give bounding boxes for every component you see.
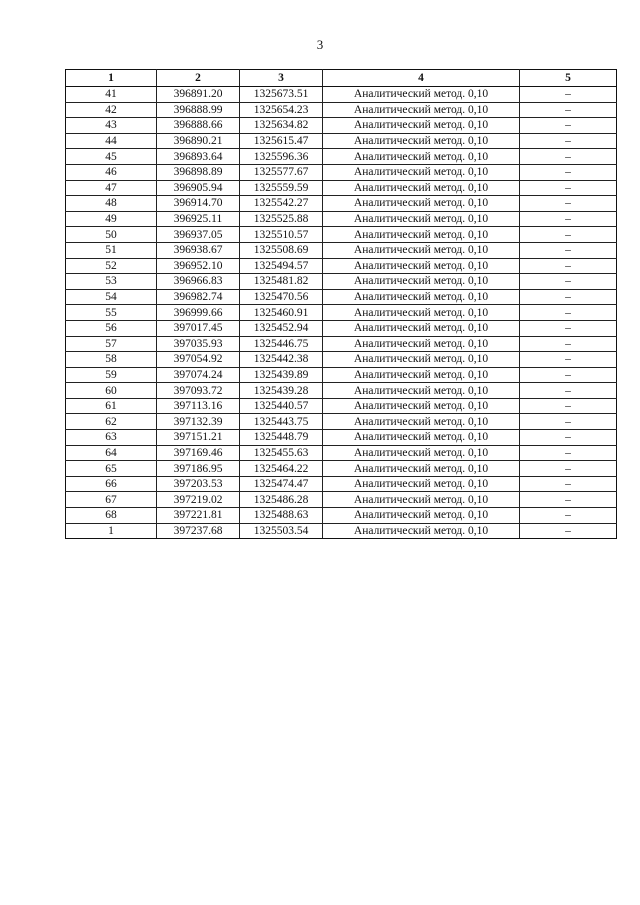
note-cell: – <box>520 383 617 399</box>
table-row <box>66 242 617 258</box>
column-header-2: 2 <box>157 70 240 87</box>
x-coordinate-cell: 397093.72 <box>157 383 240 399</box>
table-row <box>66 461 617 477</box>
method-cell: Аналитический метод. 0,10 <box>323 196 520 212</box>
y-coordinate-cell: 1325460.91 <box>240 305 323 321</box>
point-number-cell: 46 <box>66 164 157 180</box>
point-number-cell: 66 <box>66 476 157 492</box>
method-cell: Аналитический метод. 0,10 <box>323 367 520 383</box>
note-cell: – <box>520 523 617 539</box>
x-coordinate-cell: 397203.53 <box>157 476 240 492</box>
x-coordinate-cell: 397237.68 <box>157 523 240 539</box>
y-coordinate-cell: 1325488.63 <box>240 508 323 524</box>
column-header-3: 3 <box>240 70 323 87</box>
method-cell: Аналитический метод. 0,10 <box>323 102 520 118</box>
x-coordinate-cell: 397219.02 <box>157 492 240 508</box>
x-coordinate-cell: 396938.67 <box>157 242 240 258</box>
point-number-cell: 57 <box>66 336 157 352</box>
note-cell: – <box>520 492 617 508</box>
y-coordinate-cell: 1325486.28 <box>240 492 323 508</box>
y-coordinate-cell: 1325673.51 <box>240 87 323 103</box>
table-row <box>66 118 617 134</box>
x-coordinate-cell: 396891.20 <box>157 87 240 103</box>
note-cell: – <box>520 414 617 430</box>
method-cell: Аналитический метод. 0,10 <box>323 149 520 165</box>
table-row <box>66 383 617 399</box>
x-coordinate-cell: 397132.39 <box>157 414 240 430</box>
y-coordinate-cell: 1325596.36 <box>240 149 323 165</box>
point-number-cell: 59 <box>66 367 157 383</box>
y-coordinate-cell: 1325542.27 <box>240 196 323 212</box>
y-coordinate-cell: 1325634.82 <box>240 118 323 134</box>
method-cell: Аналитический метод. 0,10 <box>323 508 520 524</box>
point-number-cell: 48 <box>66 196 157 212</box>
method-cell: Аналитический метод. 0,10 <box>323 258 520 274</box>
note-cell: – <box>520 196 617 212</box>
table-row <box>66 352 617 368</box>
note-cell: – <box>520 118 617 134</box>
y-coordinate-cell: 1325525.88 <box>240 211 323 227</box>
note-cell: – <box>520 461 617 477</box>
point-number-cell: 51 <box>66 242 157 258</box>
point-number-cell: 53 <box>66 274 157 290</box>
y-coordinate-cell: 1325442.38 <box>240 352 323 368</box>
point-number-cell: 1 <box>66 523 157 539</box>
point-number-cell: 54 <box>66 289 157 305</box>
column-header-4: 4 <box>323 70 520 87</box>
note-cell: – <box>520 367 617 383</box>
method-cell: Аналитический метод. 0,10 <box>323 476 520 492</box>
y-coordinate-cell: 1325452.94 <box>240 320 323 336</box>
note-cell: – <box>520 149 617 165</box>
method-cell: Аналитический метод. 0,10 <box>323 305 520 321</box>
x-coordinate-cell: 396898.89 <box>157 164 240 180</box>
table-row <box>66 508 617 524</box>
method-cell: Аналитический метод. 0,10 <box>323 320 520 336</box>
y-coordinate-cell: 1325448.79 <box>240 430 323 446</box>
note-cell: – <box>520 180 617 196</box>
x-coordinate-cell: 396893.64 <box>157 149 240 165</box>
x-coordinate-cell: 396888.99 <box>157 102 240 118</box>
method-cell: Аналитический метод. 0,10 <box>323 211 520 227</box>
table-header-row <box>66 70 617 87</box>
x-coordinate-cell: 396925.11 <box>157 211 240 227</box>
x-coordinate-cell: 396982.74 <box>157 289 240 305</box>
x-coordinate-cell: 396999.66 <box>157 305 240 321</box>
table-row <box>66 367 617 383</box>
table-row <box>66 320 617 336</box>
x-coordinate-cell: 397017.45 <box>157 320 240 336</box>
point-number-cell: 60 <box>66 383 157 399</box>
note-cell: – <box>520 258 617 274</box>
method-cell: Аналитический метод. 0,10 <box>323 133 520 149</box>
y-coordinate-cell: 1325470.56 <box>240 289 323 305</box>
x-coordinate-cell: 397151.21 <box>157 430 240 446</box>
point-number-cell: 52 <box>66 258 157 274</box>
table-row <box>66 149 617 165</box>
x-coordinate-cell: 397186.95 <box>157 461 240 477</box>
table-body <box>66 87 617 539</box>
x-coordinate-cell: 397169.46 <box>157 445 240 461</box>
x-coordinate-cell: 396937.05 <box>157 227 240 243</box>
x-coordinate-cell: 397035.93 <box>157 336 240 352</box>
method-cell: Аналитический метод. 0,10 <box>323 242 520 258</box>
table-row <box>66 227 617 243</box>
point-number-cell: 41 <box>66 87 157 103</box>
method-cell: Аналитический метод. 0,10 <box>323 523 520 539</box>
point-number-cell: 65 <box>66 461 157 477</box>
y-coordinate-cell: 1325439.28 <box>240 383 323 399</box>
method-cell: Аналитический метод. 0,10 <box>323 164 520 180</box>
coordinates-table <box>65 69 617 539</box>
note-cell: – <box>520 320 617 336</box>
note-cell: – <box>520 87 617 103</box>
note-cell: – <box>520 476 617 492</box>
point-number-cell: 63 <box>66 430 157 446</box>
y-coordinate-cell: 1325464.22 <box>240 461 323 477</box>
x-coordinate-cell: 397113.16 <box>157 398 240 414</box>
method-cell: Аналитический метод. 0,10 <box>323 398 520 414</box>
note-cell: – <box>520 430 617 446</box>
method-cell: Аналитический метод. 0,10 <box>323 461 520 477</box>
note-cell: – <box>520 305 617 321</box>
table-row <box>66 430 617 446</box>
note-cell: – <box>520 398 617 414</box>
point-number-cell: 61 <box>66 398 157 414</box>
note-cell: – <box>520 164 617 180</box>
table-row <box>66 336 617 352</box>
y-coordinate-cell: 1325494.57 <box>240 258 323 274</box>
table-row <box>66 523 617 539</box>
y-coordinate-cell: 1325481.82 <box>240 274 323 290</box>
table-row <box>66 289 617 305</box>
table-row <box>66 196 617 212</box>
x-coordinate-cell: 396952.10 <box>157 258 240 274</box>
y-coordinate-cell: 1325474.47 <box>240 476 323 492</box>
point-number-cell: 42 <box>66 102 157 118</box>
method-cell: Аналитический метод. 0,10 <box>323 414 520 430</box>
table-row <box>66 476 617 492</box>
method-cell: Аналитический метод. 0,10 <box>323 87 520 103</box>
note-cell: – <box>520 133 617 149</box>
y-coordinate-cell: 1325443.75 <box>240 414 323 430</box>
point-number-cell: 49 <box>66 211 157 227</box>
method-cell: Аналитический метод. 0,10 <box>323 289 520 305</box>
method-cell: Аналитический метод. 0,10 <box>323 352 520 368</box>
point-number-cell: 43 <box>66 118 157 134</box>
note-cell: – <box>520 445 617 461</box>
method-cell: Аналитический метод. 0,10 <box>323 336 520 352</box>
note-cell: – <box>520 352 617 368</box>
point-number-cell: 56 <box>66 320 157 336</box>
table-row <box>66 87 617 103</box>
y-coordinate-cell: 1325654.23 <box>240 102 323 118</box>
method-cell: Аналитический метод. 0,10 <box>323 492 520 508</box>
y-coordinate-cell: 1325455.63 <box>240 445 323 461</box>
note-cell: – <box>520 336 617 352</box>
point-number-cell: 67 <box>66 492 157 508</box>
y-coordinate-cell: 1325446.75 <box>240 336 323 352</box>
y-coordinate-cell: 1325440.57 <box>240 398 323 414</box>
point-number-cell: 68 <box>66 508 157 524</box>
note-cell: – <box>520 274 617 290</box>
point-number-cell: 50 <box>66 227 157 243</box>
page-number: 3 <box>316 37 324 52</box>
table-row <box>66 274 617 290</box>
table-row <box>66 305 617 321</box>
y-coordinate-cell: 1325503.54 <box>240 523 323 539</box>
y-coordinate-cell: 1325508.69 <box>240 242 323 258</box>
table-row <box>66 258 617 274</box>
table-row <box>66 445 617 461</box>
column-header-1: 1 <box>66 70 157 87</box>
point-number-cell: 58 <box>66 352 157 368</box>
table-row <box>66 133 617 149</box>
table-row <box>66 180 617 196</box>
point-number-cell: 62 <box>66 414 157 430</box>
x-coordinate-cell: 396890.21 <box>157 133 240 149</box>
x-coordinate-cell: 396966.83 <box>157 274 240 290</box>
y-coordinate-cell: 1325615.47 <box>240 133 323 149</box>
note-cell: – <box>520 227 617 243</box>
table-row <box>66 492 617 508</box>
table-row <box>66 414 617 430</box>
method-cell: Аналитический метод. 0,10 <box>323 445 520 461</box>
table-row <box>66 164 617 180</box>
note-cell: – <box>520 102 617 118</box>
point-number-cell: 64 <box>66 445 157 461</box>
table-row <box>66 398 617 414</box>
y-coordinate-cell: 1325577.67 <box>240 164 323 180</box>
method-cell: Аналитический метод. 0,10 <box>323 383 520 399</box>
x-coordinate-cell: 396914.70 <box>157 196 240 212</box>
method-cell: Аналитический метод. 0,10 <box>323 227 520 243</box>
method-cell: Аналитический метод. 0,10 <box>323 274 520 290</box>
method-cell: Аналитический метод. 0,10 <box>323 118 520 134</box>
x-coordinate-cell: 396905.94 <box>157 180 240 196</box>
x-coordinate-cell: 397221.81 <box>157 508 240 524</box>
note-cell: – <box>520 289 617 305</box>
note-cell: – <box>520 508 617 524</box>
point-number-cell: 47 <box>66 180 157 196</box>
point-number-cell: 45 <box>66 149 157 165</box>
x-coordinate-cell: 397054.92 <box>157 352 240 368</box>
method-cell: Аналитический метод. 0,10 <box>323 430 520 446</box>
table-row <box>66 211 617 227</box>
y-coordinate-cell: 1325439.89 <box>240 367 323 383</box>
point-number-cell: 55 <box>66 305 157 321</box>
x-coordinate-cell: 396888.66 <box>157 118 240 134</box>
y-coordinate-cell: 1325559.59 <box>240 180 323 196</box>
method-cell: Аналитический метод. 0,10 <box>323 180 520 196</box>
column-header-5: 5 <box>520 70 617 87</box>
x-coordinate-cell: 397074.24 <box>157 367 240 383</box>
table-row <box>66 102 617 118</box>
note-cell: – <box>520 211 617 227</box>
note-cell: – <box>520 242 617 258</box>
point-number-cell: 44 <box>66 133 157 149</box>
y-coordinate-cell: 1325510.57 <box>240 227 323 243</box>
